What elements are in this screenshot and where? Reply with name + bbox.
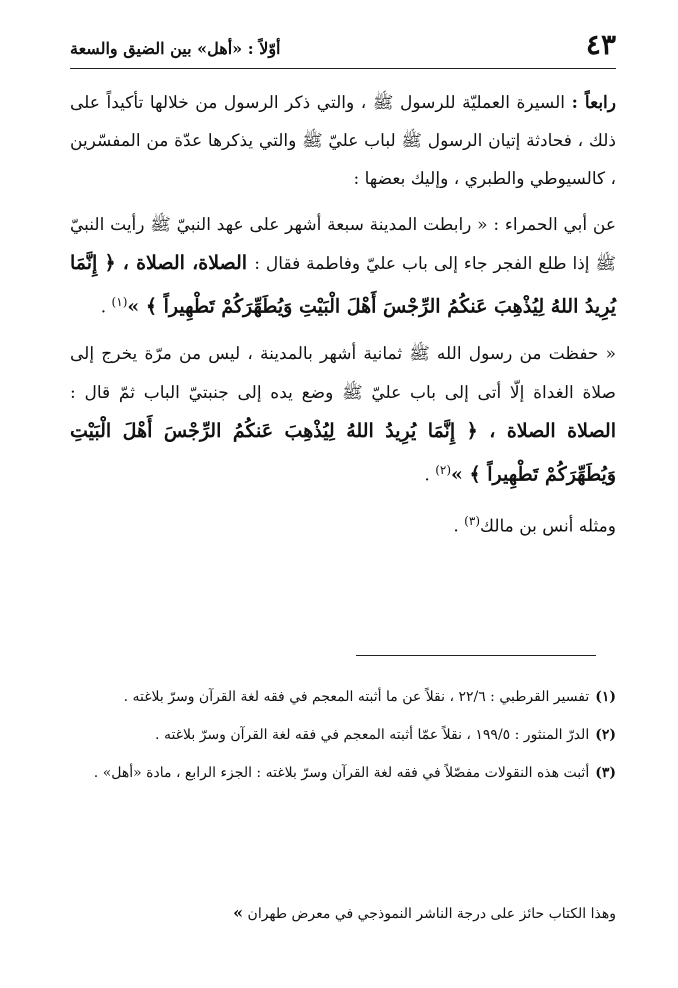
paragraph-text: السيرة العمليّة للرسول ﷺ ، والتي ذكر الرسول من خلالها تأكيداً على ذلك ، فحادثة إتيان الرسول ﷺ لباب عليّ ﷺ والتي يذكرها عدّة من المفسّرين ، كالسيوطي والطبري ، وإليك بعضها : [70, 93, 616, 189]
paragraph-anas [70, 502, 616, 546]
footnote-number: (١) [595, 689, 616, 705]
quran-verse: الصلاة الصلاة ، ﴿ إِنَّمَا يُرِيدُ اللهُ لِيُذْهِبَ عَنكُمُ الرِّجْسَ أَهْلَ الْبَيْتِ وَيُطَهِّرَكُمْ تَطْهِيراً ﴾ » [70, 419, 616, 486]
paragraph-hadith-2 [70, 335, 616, 495]
quote-mark: » [233, 903, 244, 922]
quran-verse: الصلاة، الصلاة ، ﴿ إِنَّمَا يُرِيدُ اللهُ لِيُذْهِبَ عَنكُمُ الرِّجْسَ أَهْلَ الْبَيْتِ وَيُطَهِّرَكُمْ تَطْهِيراً ﴾ » [70, 252, 616, 318]
footnote-3 [70, 756, 616, 790]
publisher-note-text: وهذا الكتاب حائز على درجة الناشر النموذجي في معرض طهران [247, 906, 616, 922]
footnote-text: الدرّ المنثور : ١٩٩/٥ ، نقلاً عمّا أثبته المعجم في فقه لغة القرآن وسرّ بلاغته . [155, 727, 590, 743]
paragraph-hadith-1 [70, 206, 616, 327]
footnote-1 [70, 680, 616, 714]
footnote-ref[interactable]: (١) [111, 295, 128, 309]
main-text [70, 84, 616, 554]
page-number: ٤٣ [585, 28, 616, 61]
footnote-2 [70, 718, 616, 752]
footnote-ref[interactable]: (٣) [464, 514, 480, 529]
paragraph-text: عن أبي الحمراء : « رابطت المدينة سبعة أشهر على عهد النبيّ ﷺ رأيت النبيّ ﷺ إذا طلع الفجر جاء إلى باب عليّ وفاطمة فقال : [70, 215, 616, 274]
footnote-text: أثبت هذه النقولات مفصّلاً في فقه لغة القرآن وسرّ بلاغته : الجزء الرابع ، مادة «أهل» . [93, 765, 590, 781]
period: . [100, 297, 112, 318]
footnote-ref[interactable]: (٢) [435, 462, 452, 477]
footnote-number: (٣) [595, 765, 616, 781]
footnote-number: (٢) [595, 727, 616, 743]
paragraph-fourth [70, 84, 616, 198]
paragraph-lead: رابعاً : [571, 93, 616, 113]
footnote-text: تفسير القرطبي : ٢٢/٦ ، نقلاً عن ما أثبته المعجم في فقه لغة القرآن وسرّ بلاغته . [123, 689, 590, 705]
publisher-note [70, 898, 616, 929]
chapter-title: أوّلاً : «أهل» بين الضيق والسعة [70, 39, 281, 58]
footnote-divider [356, 655, 596, 656]
footnotes [70, 680, 616, 794]
paragraph-text: « حفظت من رسول الله ﷺ ثمانية أشهر بالمدينة ، ليس من مرّة يخرج إلى صلاة الغداة إلّا أتى إلى باب عليّ ﷺ وضع يده إلى جنبتيّ الباب ثمّ قال : [70, 343, 616, 403]
paragraph-text: ومثله أنس بن مالك [480, 516, 616, 537]
period: . [453, 516, 465, 537]
period: . [424, 465, 436, 486]
running-header [70, 28, 616, 69]
